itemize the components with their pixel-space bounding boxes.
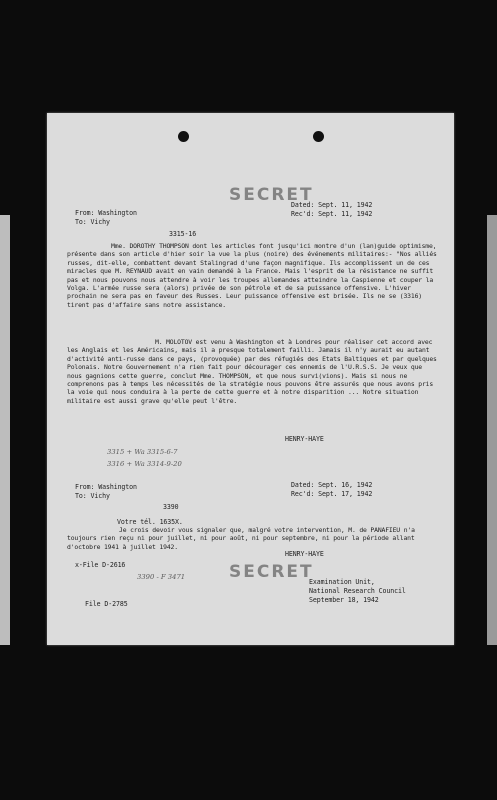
paragraph-1: Mme. DOROTHY THOMPSON dont les articles font jusqu'ici montre d'un (lan)guide optimisme, présente dans son article d'hier soir la vue la plus (noire) des événements militaires:- "Nos alliés russes, dit-elle, combattent devant Stalingrad d'une façon magnifique. Ils accomplissent un de ces miracles que M. REYNAUD avait en vain demandé à la France. Mais l'esprit de la résistance ne suffit pas et nous pouvons nous attendre à voir les troupes allemandes atteindre la Caspienne et couper la Volga. L'armée russe sera (alors) privée de son pétrole et de sa puissance offensive. L'hiver prochain ne sera pas en faveur des Russes. Leur puissance offensive est brisée. Ils ne se (3316) tirent pas d'affaire sans notre assistance. (67, 242, 437, 309)
received-line: Rec'd: Sept. 17, 1942 (291, 490, 373, 498)
to-line: To: Vichy (75, 492, 110, 500)
message-number: 3390 (163, 503, 179, 511)
signature: HENRY-HAYE (285, 435, 324, 443)
file-line: File D-2785 (85, 600, 128, 608)
paragraph-2: M. MOLOTOV est venu à Washington et à Londres pour réaliser cet accord avec les Anglais et les Américains, mais il a presque totalement failli. Jamais il n'y aurait eu autant d'activité anti-russe dans ce pays, (provoquée) par des réfugiés des Etats Baltiques et par quelques Polonais. Notre Gouvernement n'a rien fait pour décourager ces ennemis de l'U.R.S.S. Je veux que nous gagnions cette guerre, conclut Mme. THOMPSON, et que nous survi(vions). Mais si nous ne comprenons pas à temps les nécessités de la stratégie nous pouvons être assurés que nous avons pris la voie qui nous conduira à la perte de cette guerre et à notre disparition ... Notre situation militaire est aussi grave qu'elle peut l'être. (67, 338, 437, 405)
research-council: National Research Council (309, 587, 406, 595)
handwritten-note: 3316 + Wa 3314-9-20 (107, 460, 182, 468)
from-line: From: Washington (75, 483, 137, 491)
received-line: Rec'd: Sept. 11, 1942 (291, 210, 373, 218)
secret-stamp: SECRET (229, 185, 314, 205)
document-page (47, 113, 454, 645)
to-line: To: Vichy (75, 218, 110, 226)
dated-line: Dated: Sept. 11, 1942 (291, 201, 373, 209)
adjacent-page-right-edge (487, 215, 497, 645)
punch-hole-icon (178, 131, 189, 142)
x-file-line: x-File D-2616 (75, 561, 126, 569)
paragraph-body: Je crois devoir vous signaler que, malgré votre intervention, M. de PANAFIEU n'a toujours rien reçu ni pour juillet, ni pour août, ni pour septembre, ni pour la période allant d'octobre 1941 à juillet 1942. (67, 526, 415, 551)
examination-unit: Examination Unit, (309, 578, 375, 586)
punch-hole-icon (313, 131, 324, 142)
exam-date: September 18, 1942 (309, 596, 379, 604)
handwritten-note: 3315 + Wa 3315-6-7 (107, 448, 178, 456)
message-number: 3315-16 (169, 230, 197, 238)
dated-line: Dated: Sept. 16, 1942 (291, 481, 373, 489)
secret-stamp: SECRET (229, 562, 314, 582)
adjacent-page-left-edge (0, 215, 10, 645)
signature: HENRY-HAYE (285, 550, 324, 558)
handwritten-note: 3390 - F 3471 (137, 573, 186, 581)
from-line: From: Washington (75, 209, 137, 217)
reference-line: Votre tél. 1635X. (117, 518, 183, 526)
